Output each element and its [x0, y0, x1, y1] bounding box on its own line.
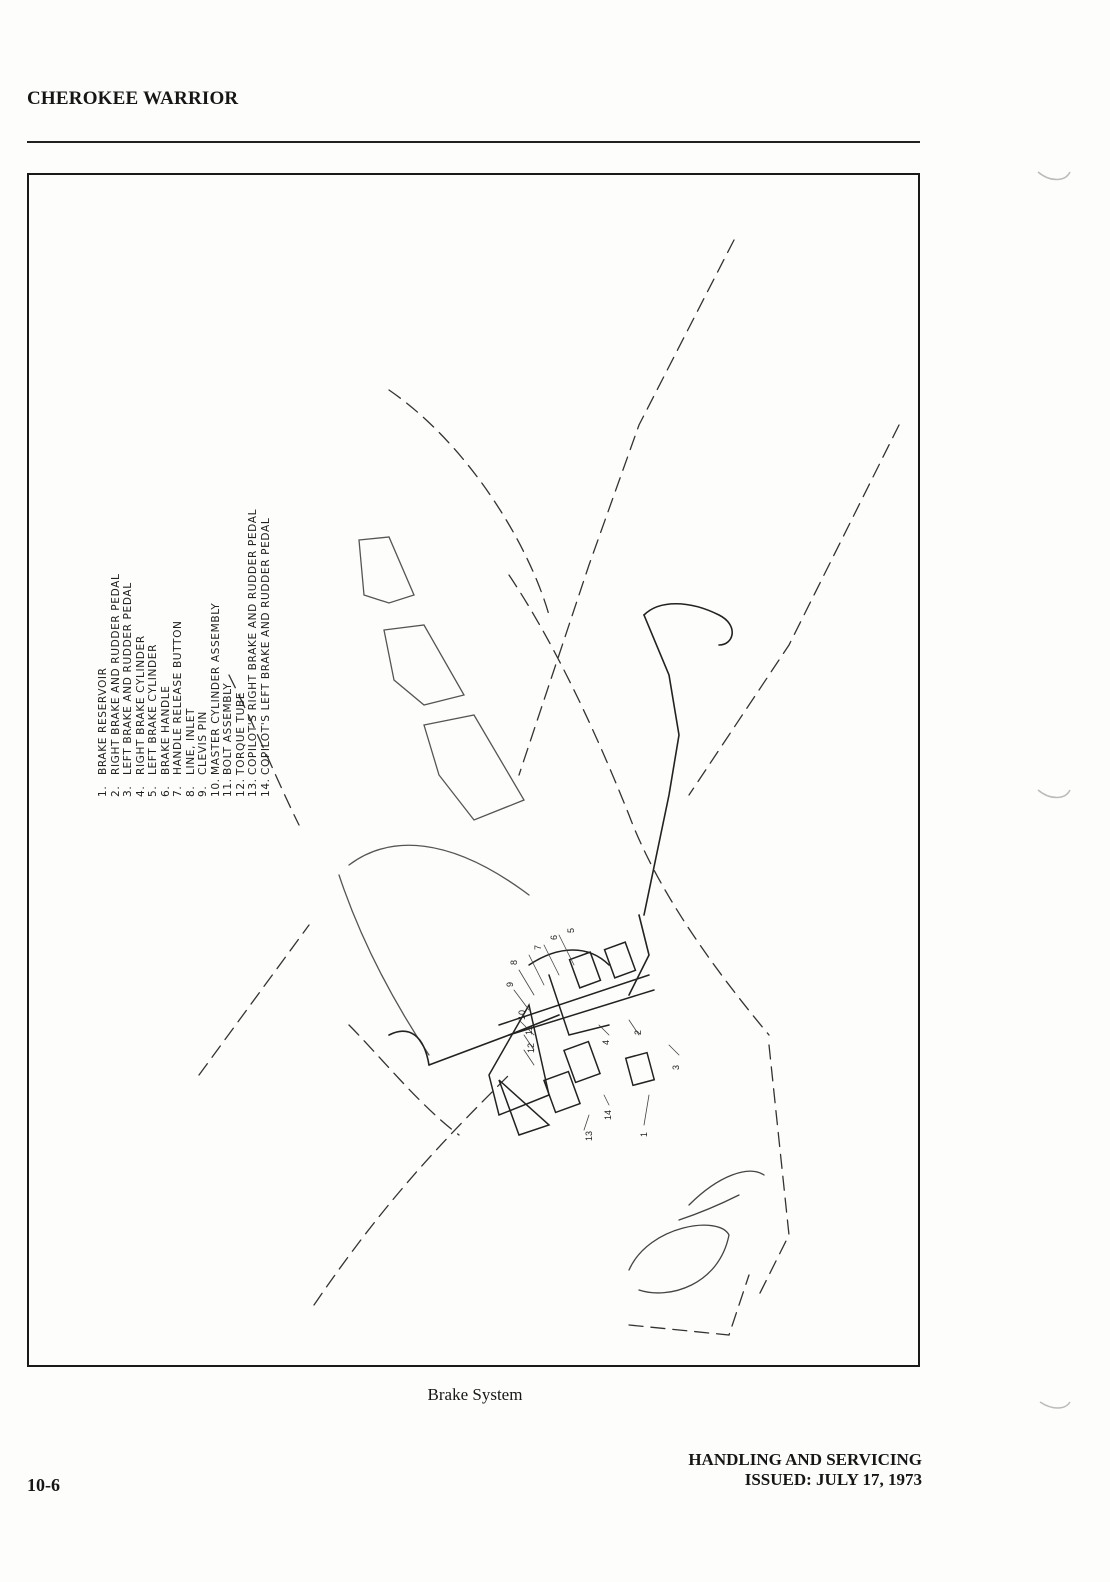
binding-hole-marks [1030, 0, 1110, 1582]
callout-4: 4 [601, 1039, 611, 1045]
legend-item: 8.LINE, INLET [184, 707, 197, 797]
legend-item: 14.COPILOT'S LEFT BRAKE AND RUDDER PEDAL [259, 517, 272, 797]
callout-6: 6 [549, 934, 559, 940]
callout-2: 2 [633, 1029, 643, 1035]
callout-9: 9 [505, 981, 515, 987]
footer-section-title: HANDLING AND SERVICING [688, 1450, 922, 1469]
legend-item: 7.HANDLE RELEASE BUTTON [172, 620, 184, 797]
callout-11: 11 [524, 1025, 534, 1035]
parts-legend [97, 509, 272, 797]
footer-section-info [688, 1450, 922, 1490]
pedal-assembly [489, 942, 654, 1135]
legend-item: 12.TORQUE TUBE [234, 691, 247, 797]
callout-3: 3 [671, 1064, 681, 1070]
page-number: 10-6 [27, 1475, 60, 1495]
legend-item: 11.BOLT ASSEMBLY [222, 682, 234, 797]
callout-13: 13 [584, 1130, 594, 1141]
figure-caption: Brake System [427, 1385, 523, 1404]
footer-issue-date: ISSUED: JULY 17, 1973 [744, 1470, 922, 1489]
legend-item: 3.LEFT BRAKE AND RUDDER PEDAL [122, 582, 134, 797]
callout-7: 7 [533, 944, 543, 950]
legend-item: 6.BRAKE HANDLE [159, 685, 172, 797]
cabin-windows [339, 537, 529, 1055]
header-rule [27, 141, 920, 143]
legend-item: 2.RIGHT BRAKE AND RUDDER PEDAL [109, 573, 122, 797]
callout-14: 14 [603, 1109, 613, 1120]
callout-12: 12 [526, 1042, 536, 1053]
legend-item: 10.MASTER CYLINDER ASSEMBLY [209, 602, 222, 797]
brake-system-figure [27, 173, 920, 1367]
brake-lines [389, 604, 732, 1065]
callout-group [514, 935, 679, 1130]
page-header-title: CHEROKEE WARRIOR [27, 88, 239, 109]
legend-item: 9.CLEVIS PIN [197, 711, 209, 797]
callout-8: 8 [509, 959, 519, 965]
legend-item: 5.LEFT BRAKE CYLINDER [147, 643, 159, 797]
propeller-spinner [629, 1171, 764, 1293]
callout-10: 10 [517, 1009, 527, 1020]
callout-1: 1 [639, 1131, 649, 1137]
aircraft-outline [199, 240, 899, 1335]
legend-item: 13.COPILOT'S RIGHT BRAKE AND RUDDER PEDAL [247, 508, 259, 797]
legend-item: 4.RIGHT BRAKE CYLINDER [134, 635, 147, 797]
legend-item: 1.BRAKE RESERVOIR [97, 667, 109, 797]
callout-5: 5 [566, 927, 576, 933]
